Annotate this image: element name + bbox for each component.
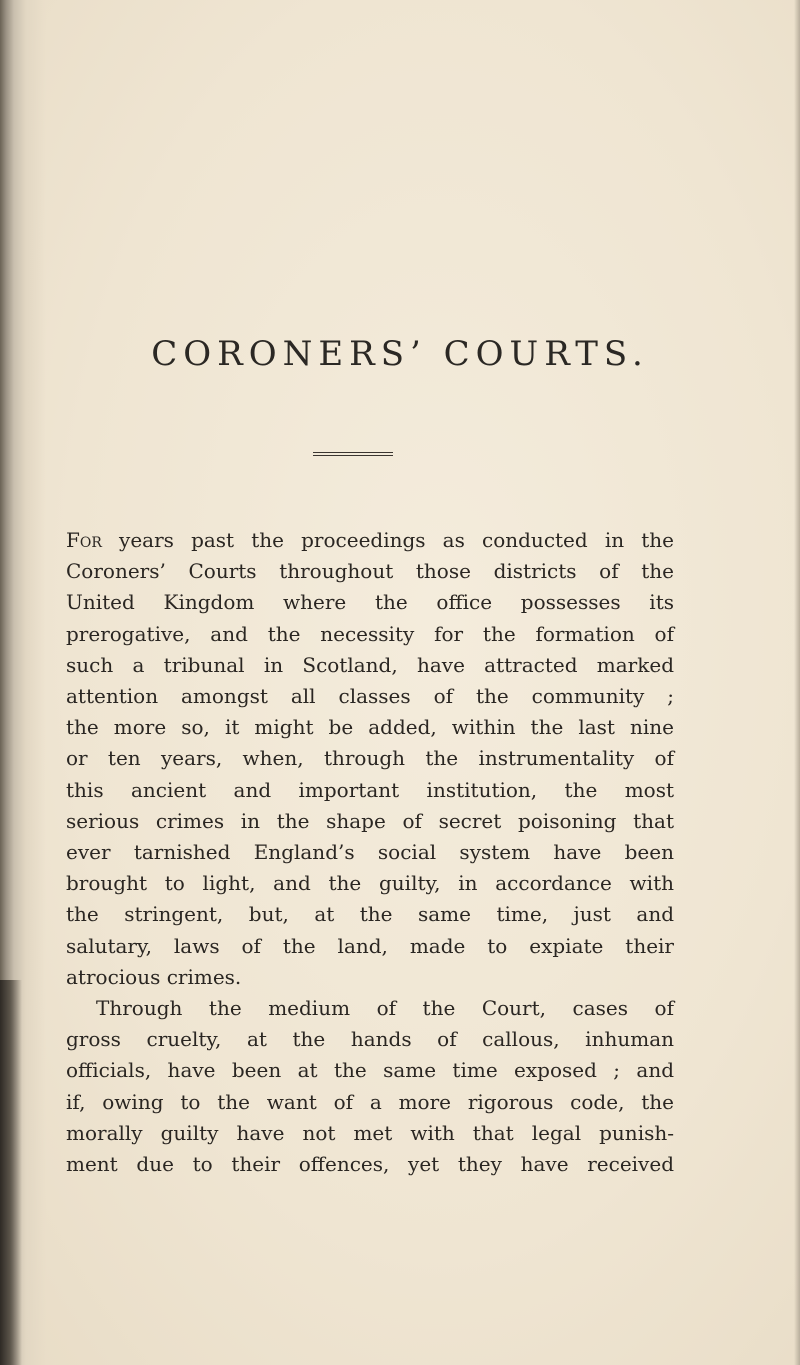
- text-line: this ancient and important institution, the most: [66, 777, 674, 802]
- text-line: United Kingdom where the office possesses its: [66, 590, 674, 615]
- text-line: salutary, laws of the land, made to expiate their: [66, 933, 674, 958]
- text-line: such a tribunal in Scotland, have attracted marked: [66, 652, 674, 677]
- chapter-title: CORONERS’ COURTS.: [151, 334, 649, 374]
- text-line: ment due to their offences, yet they have received: [66, 1152, 674, 1177]
- text-line: Coroners’ Courts throughout those districts of the: [66, 559, 674, 584]
- text-line: For years past the proceedings as conducted in the: [66, 528, 674, 552]
- title-double-rule: [313, 452, 393, 456]
- text-line: attention amongst all classes of the community ;: [66, 684, 674, 709]
- text-line: the more so, it might be added, within the last nine: [66, 715, 674, 740]
- text-line: the stringent, but, at the same time, just and: [66, 902, 674, 927]
- text-line: morally guilty have not met with that legal punish-: [66, 1120, 674, 1145]
- text-line: officials, have been at the same time exposed ; and: [66, 1058, 674, 1083]
- text-line: brought to light, and the guilty, in accordance with: [66, 871, 674, 896]
- text-line: if, owing to the want of a more rigorous code, the: [66, 1089, 674, 1114]
- body-text: [40, 525, 740, 1180]
- text-line: gross cruelty, at the hands of callous, inhuman: [66, 1027, 674, 1052]
- text-line: Through the medium of the Court, cases of: [96, 996, 674, 1021]
- text-line: prerogative, and the necessity for the formation of: [66, 621, 674, 646]
- text-line: atrocious crimes.: [66, 964, 242, 989]
- binding-edge: [0, 980, 22, 1365]
- text-line: or ten years, when, through the instrumentality of: [66, 746, 674, 771]
- lead-word: For: [66, 528, 102, 552]
- text-line: ever tarnished England’s social system have been: [66, 840, 674, 865]
- page-right-edge: [794, 0, 800, 1365]
- text-line: serious crimes in the shape of secret poisoning that: [66, 808, 674, 833]
